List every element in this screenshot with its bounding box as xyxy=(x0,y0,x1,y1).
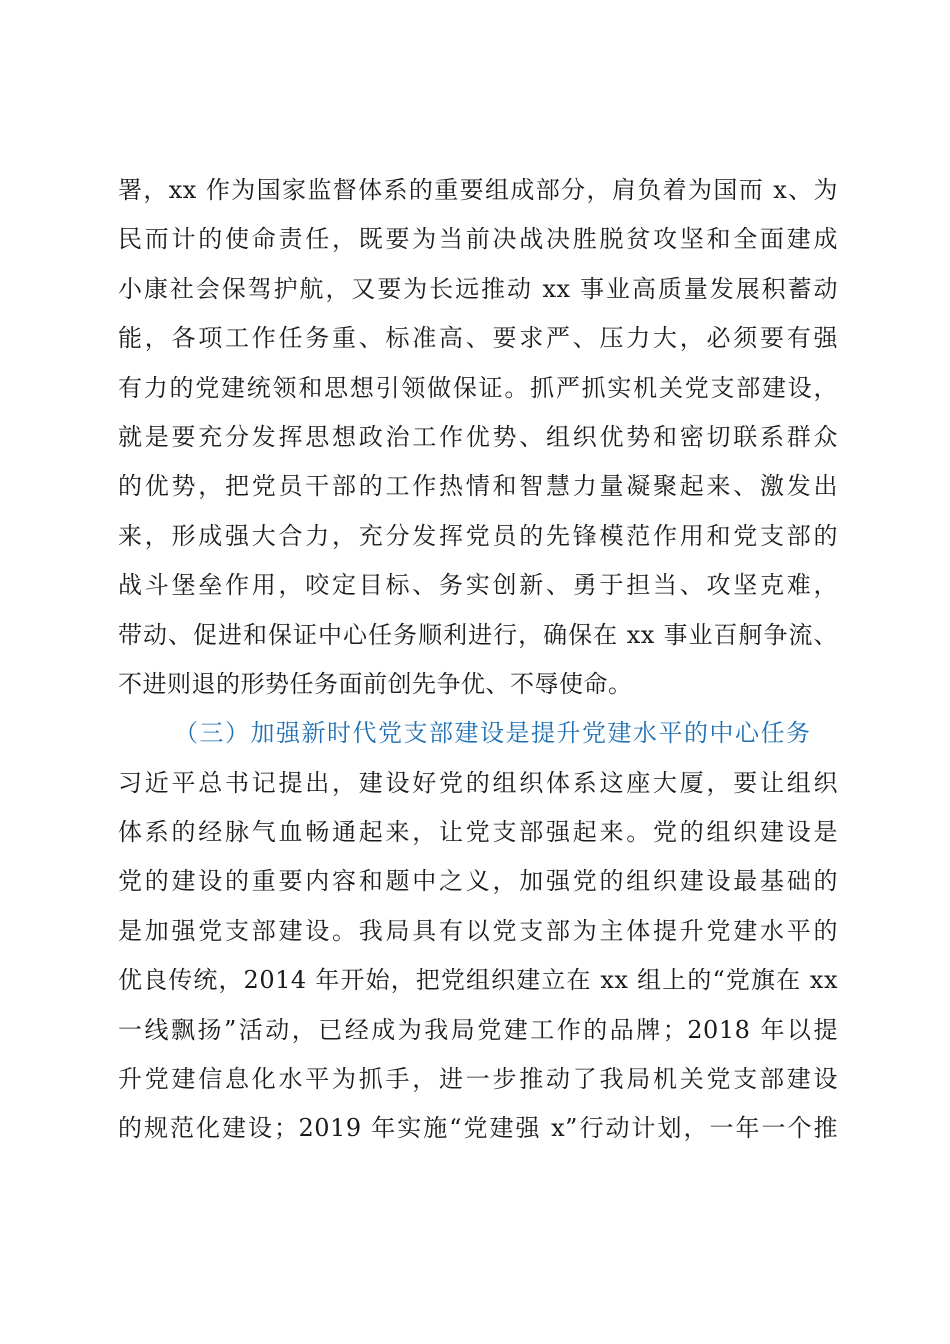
text-line: 体系的经脉气血畅通起来，让党支部强起来。党的组织建设是 xyxy=(118,818,838,847)
text-line: 有力的党建统领和思想引领做保证。抓严抓实机关党支部建设， xyxy=(118,373,838,402)
text-line: 习近平总书记提出，建设好党的组织体系这座大厦，要让组织 xyxy=(118,768,838,797)
text-line: 的规范化建设；2019 年实施“党建强 x”行动计划，一年一个推 xyxy=(118,1114,838,1143)
text-line: 不进则退的形势任务面前创先争优、不辱使命。 xyxy=(118,669,633,698)
text-line: 优良传统，2014 年开始，把党组织建立在 xx 组上的“党旗在 xx xyxy=(118,966,838,995)
text-line: 小康社会保驾护航，又要为长远推动 xx 事业高质量发展积蓄动 xyxy=(118,274,838,303)
text-line: 民而计的使命责任，既要为当前决战决胜脱贫攻坚和全面建成 xyxy=(118,225,838,254)
text-line: 一线飘扬”活动，已经成为我局党建工作的品牌；2018 年以提 xyxy=(118,1015,838,1044)
text-line: 是加强党支部建设。我局具有以党支部为主体提升党建水平的 xyxy=(118,916,838,945)
text-line: 就是要充分发挥思想政治工作优势、组织优势和密切联系群众 xyxy=(118,422,838,451)
text-line: 的优势，把党员干部的工作热情和智慧力量凝聚起来、激发出 xyxy=(118,472,838,501)
text-line: 党的建设的重要内容和题中之义，加强党的组织建设最基础的 xyxy=(118,867,838,896)
document-body xyxy=(118,166,838,1154)
text-line: 来，形成强大合力，充分发挥党员的先锋模范作用和党支部的 xyxy=(118,521,838,550)
text-line: 战斗堡垒作用，咬定目标、务实创新、勇于担当、攻坚克难， xyxy=(118,571,838,600)
text-line: 升党建信息化水平为抓手，进一步推动了我局机关党支部建设 xyxy=(118,1065,838,1094)
text-line: 带动、促进和保证中心任务顺利进行，确保在 xx 事业百舸争流、 xyxy=(118,620,838,649)
text-line: 署，xx 作为国家监督体系的重要组成部分，肩负着为国而 x、为 xyxy=(118,176,838,204)
section-heading: （三）加强新时代党支部建设是提升党建水平的中心任务 xyxy=(174,719,812,748)
text-line: 能，各项工作任务重、标准高、要求严、压力大，必须要有强 xyxy=(118,324,838,353)
